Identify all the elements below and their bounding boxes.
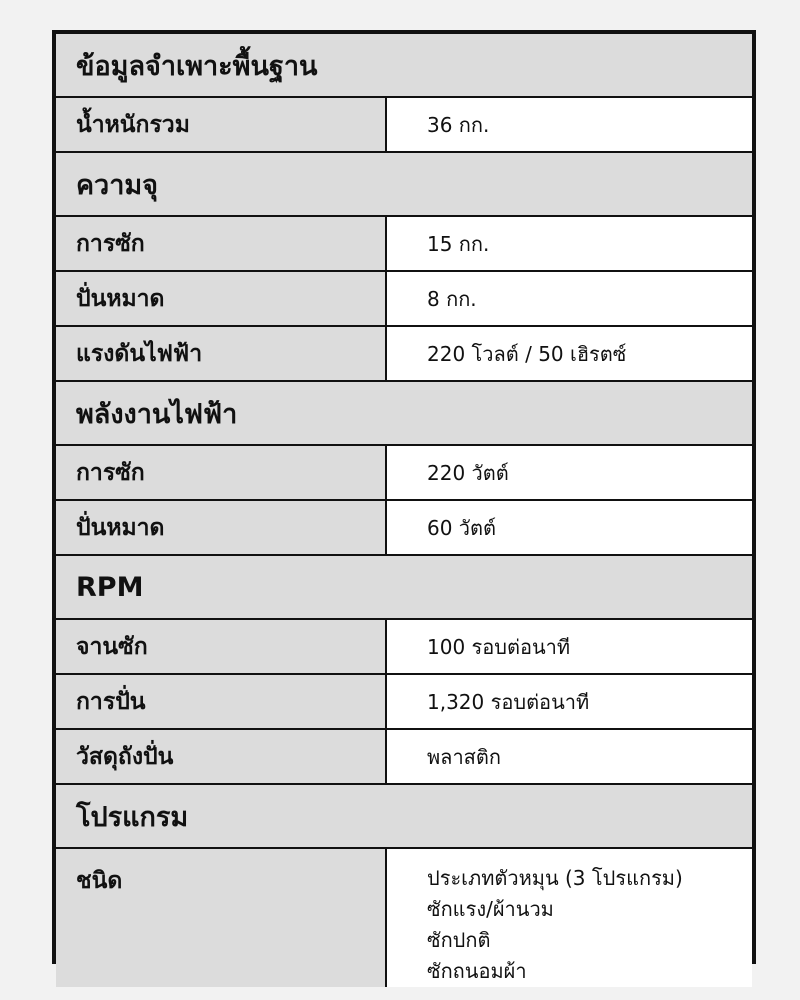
row-value: 15 กก. xyxy=(387,217,752,270)
program-item: ประเภทตัวหมุน (3 โปรแกรม) xyxy=(427,866,683,890)
section-title: ความจุ xyxy=(76,169,159,201)
table-row-voltage xyxy=(56,327,752,382)
program-item: ซักถนอมผ้า xyxy=(427,959,527,983)
section-title: พลังงานไฟฟ้า xyxy=(76,398,238,430)
row-value: 1,320 รอบต่อนาที xyxy=(387,675,752,728)
section-title: โปรแกรม xyxy=(76,801,189,833)
row-label: จานซัก xyxy=(56,620,387,673)
row-label: การซัก xyxy=(56,446,387,499)
table-row-spin-power xyxy=(56,501,752,556)
row-label: ปั่นหมาด xyxy=(56,501,387,554)
table-row-spin-speed xyxy=(56,675,752,730)
row-label: การซัก xyxy=(56,217,387,270)
table-row-drum-material xyxy=(56,730,752,785)
row-value: 36 กก. xyxy=(387,98,752,151)
row-value: 8 กก. xyxy=(387,272,752,325)
table-row-program-type xyxy=(56,849,752,987)
table-row-spin-capacity xyxy=(56,272,752,327)
row-value: 100 รอบต่อนาที xyxy=(387,620,752,673)
row-label: การปั่น xyxy=(56,675,387,728)
section-title: ข้อมูลจำเพาะพื้นฐาน xyxy=(76,50,318,82)
program-item: ซักปกติ xyxy=(427,928,491,952)
section-header-power xyxy=(56,382,752,446)
section-header-capacity xyxy=(56,153,752,217)
table-row-total-weight xyxy=(56,98,752,153)
spec-table xyxy=(52,30,756,983)
row-label: ปั่นหมาด xyxy=(56,272,387,325)
section-header-programs xyxy=(56,785,752,849)
row-value: 220 โวลต์ / 50 เฮิรตซ์ xyxy=(387,327,752,380)
row-label: วัสดุถังปั่น xyxy=(56,730,387,783)
row-label: แรงดันไฟฟ้า xyxy=(56,327,387,380)
row-value-list xyxy=(387,849,752,987)
section-header-rpm xyxy=(56,556,752,620)
row-value: พลาสติก xyxy=(387,730,752,783)
table-row-pulsator-speed xyxy=(56,620,752,675)
section-title: RPM xyxy=(76,571,144,603)
table-row-wash-capacity xyxy=(56,217,752,272)
row-label: น้ำหนักรวม xyxy=(56,98,387,151)
table-row-wash-power xyxy=(56,446,752,501)
program-item: ซักแรง/ผ้านวม xyxy=(427,897,554,921)
row-label: ชนิด xyxy=(56,849,387,987)
row-value: 60 วัตต์ xyxy=(387,501,752,554)
section-header-basic-specs xyxy=(56,34,752,98)
row-value: 220 วัตต์ xyxy=(387,446,752,499)
